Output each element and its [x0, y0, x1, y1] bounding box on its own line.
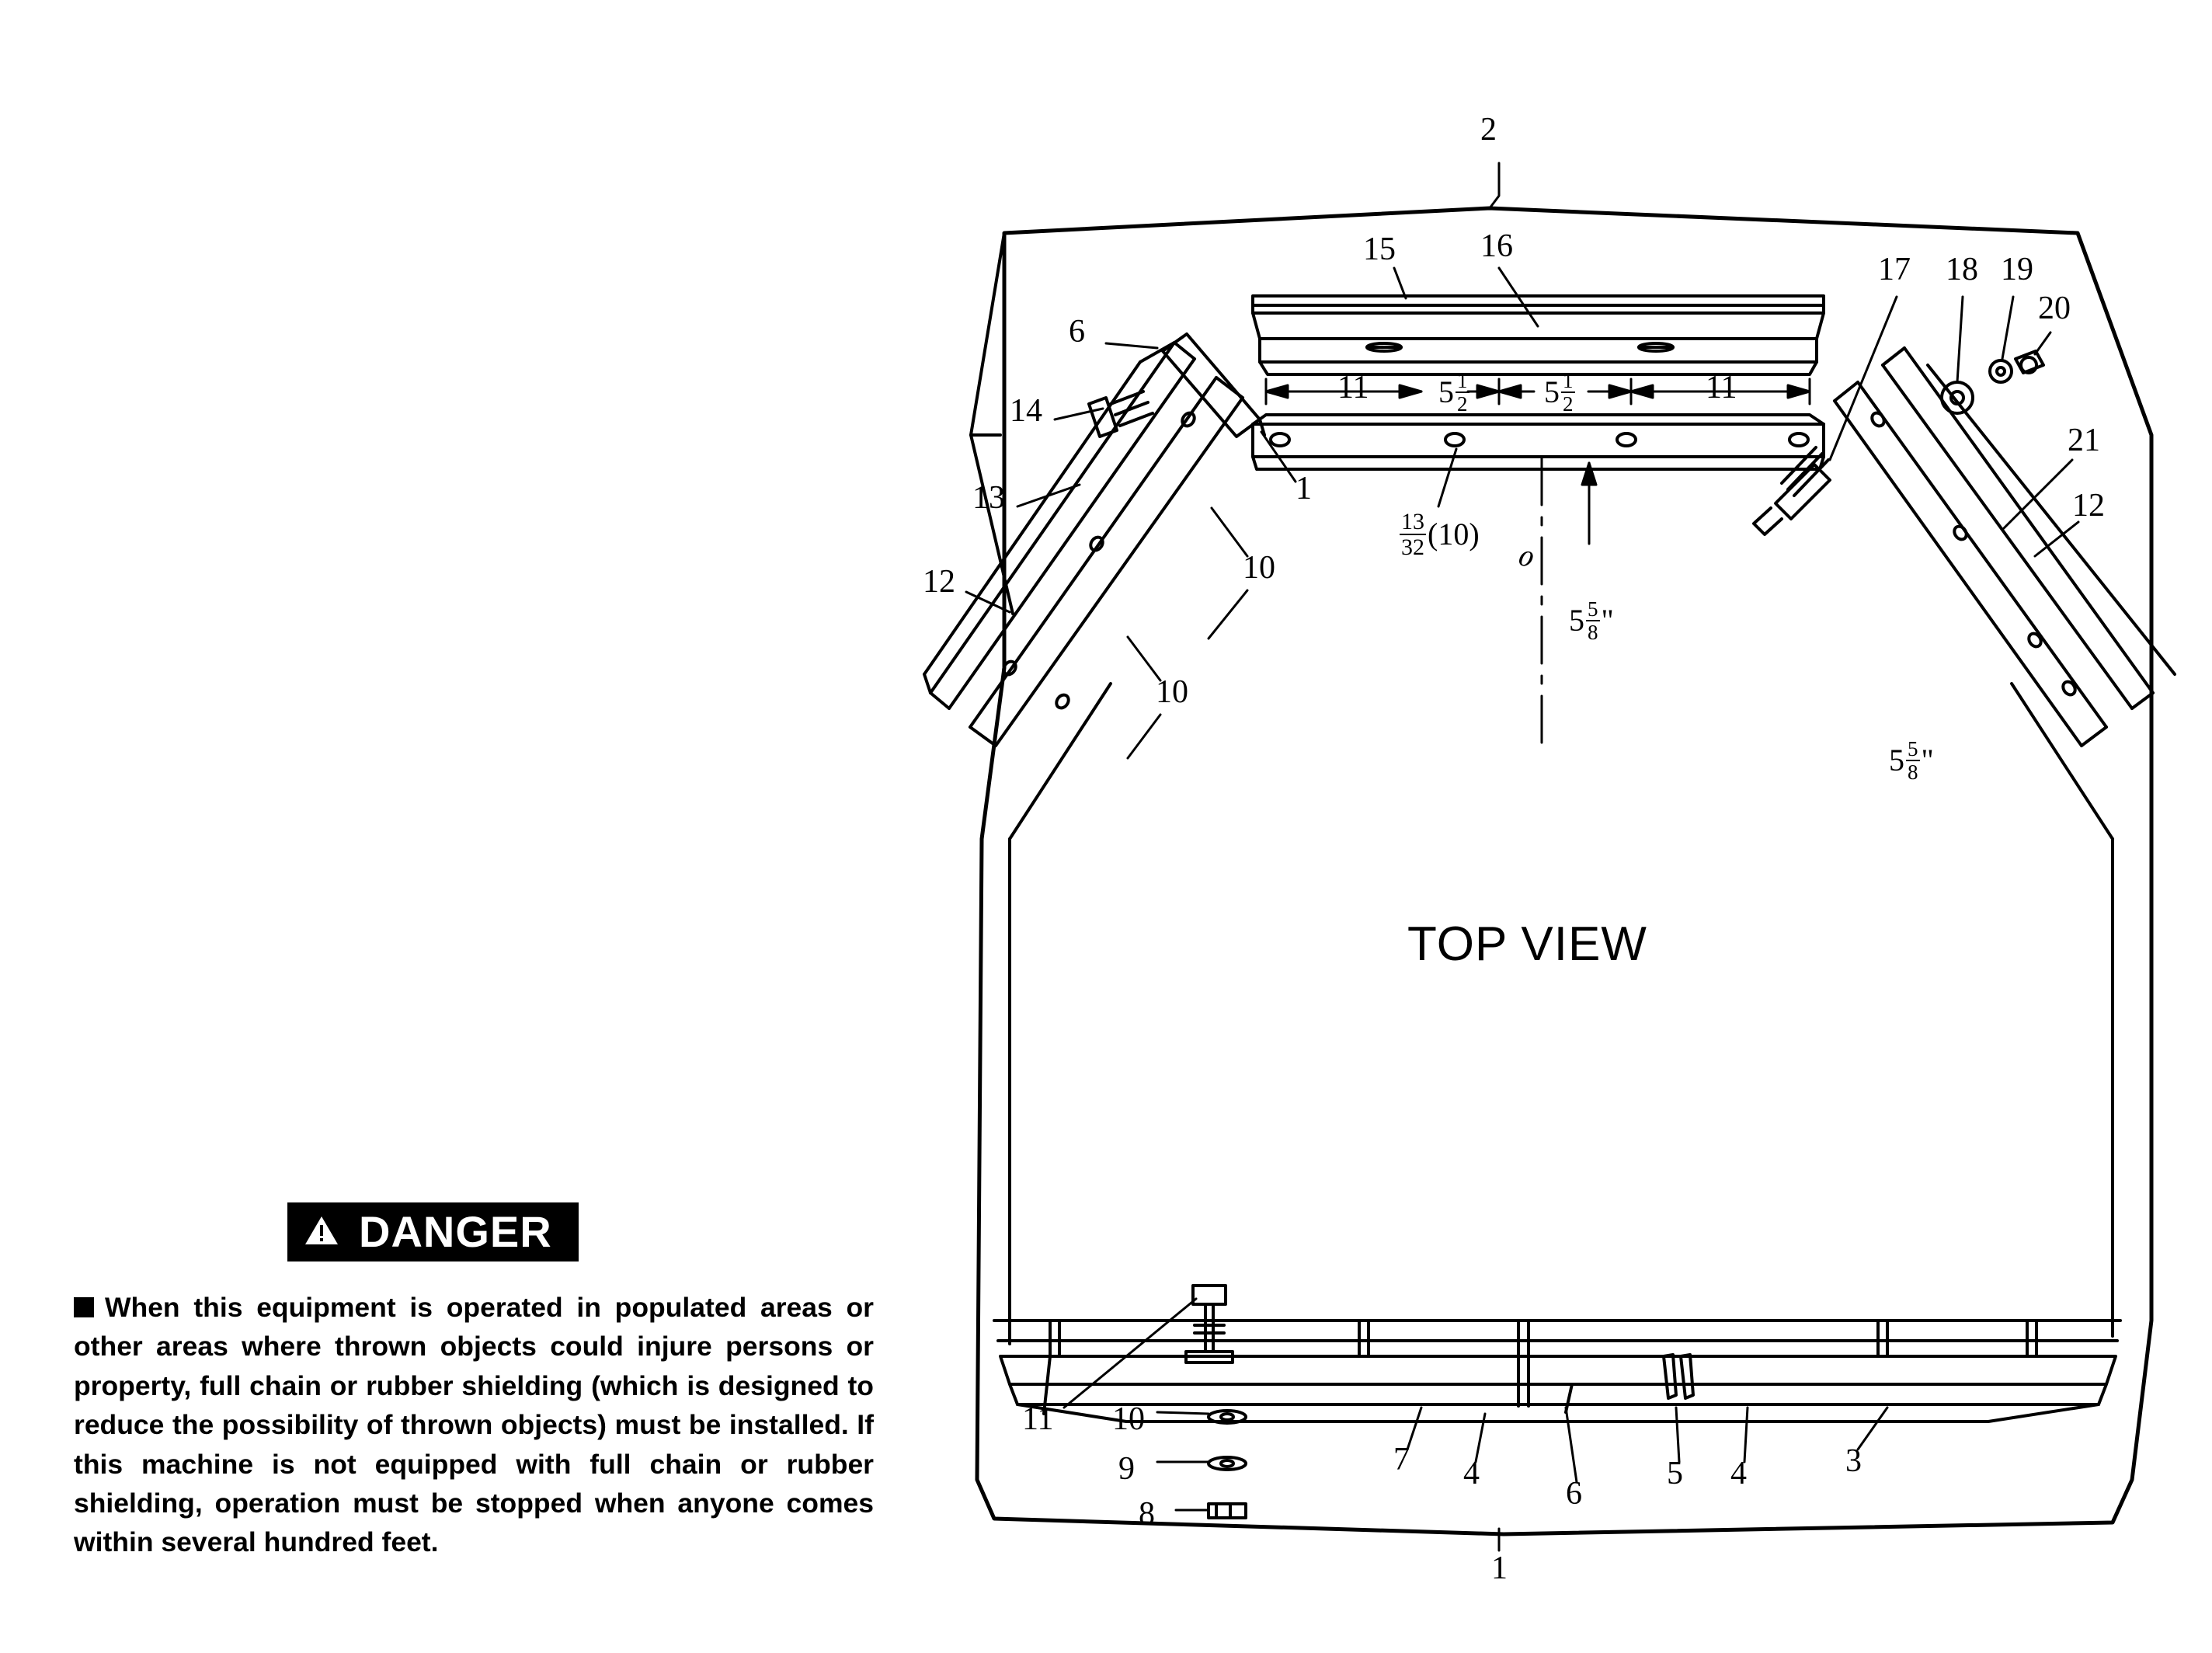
callout-12-left: 12 — [923, 564, 955, 600]
warning-triangle-icon — [304, 1215, 339, 1250]
left-angled-rail — [924, 334, 1264, 746]
top-crossbar-assembly — [1253, 296, 1824, 374]
callout-8: 8 — [1139, 1496, 1155, 1532]
danger-title: DANGER — [359, 1207, 552, 1256]
callout-19: 19 — [2001, 252, 2033, 287]
danger-text: When this equipment is operated in populated areas or other areas where thrown objects could injure persons or property, full chain or rubber shielding (which is designed to reduce the possibility of thrown objects) must be installed. If this machine is not equipped with full chain or rubber shielding, operation must be stopped when anyone comes within several hundred feet. — [74, 1292, 874, 1558]
bolt-pair-5 — [1664, 1355, 1693, 1398]
screw-detail-17 — [1754, 447, 1830, 534]
front-bar-assembly — [994, 1321, 2120, 1422]
callout-10-a: 10 — [1243, 550, 1275, 586]
dimension-5-1-2-left: 5 $\frac{1}{2}$ — [1438, 369, 1468, 416]
callout-4-right: 4 — [1730, 1456, 1747, 1491]
deck-inner-panel — [1010, 415, 2113, 1344]
callout-15: 15 — [1363, 231, 1396, 267]
callout-18: 18 — [1946, 252, 1978, 287]
dimension-5-1-2-right: 5 $\frac{1}{2}$ — [1544, 369, 1574, 416]
dimension-11-right: 11 — [1706, 370, 1737, 405]
callout-10-bottom: 10 — [1112, 1401, 1145, 1437]
danger-header — [287, 1202, 579, 1262]
callout-9: 9 — [1118, 1451, 1135, 1487]
dimension-5-5-8-right: 5 $\frac{5}{8}$ " — [1889, 737, 1934, 785]
danger-notice-panel — [74, 1202, 874, 1562]
callout-6-left: 6 — [1069, 314, 1085, 350]
callout-1-bottom: 1 — [1491, 1550, 1508, 1586]
callout-17: 17 — [1878, 252, 1911, 287]
callout-2: 2 — [1480, 112, 1497, 148]
view-title: TOP VIEW — [1407, 917, 1647, 971]
right-angled-rail — [1835, 340, 2175, 746]
callout-11-bottom: 11 — [1022, 1401, 1054, 1437]
callout-21: 21 — [2068, 423, 2100, 458]
callout-13: 13 — [972, 480, 1005, 516]
callout-16: 16 — [1480, 228, 1513, 264]
callout-14: 14 — [1010, 393, 1042, 429]
callout-4-left: 4 — [1463, 1456, 1480, 1491]
danger-text-block — [74, 1288, 874, 1562]
mounting-flange-plate — [1253, 415, 1824, 469]
centerline-symbol: ℴ — [1516, 534, 1533, 573]
callout-3: 3 — [1845, 1443, 1862, 1479]
callout-20: 20 — [2038, 291, 2071, 326]
dimension-5-5-8-center: 5 $\frac{5}{8}$ " — [1569, 597, 1614, 645]
callout-10-b: 10 — [1156, 674, 1188, 710]
callout-5: 5 — [1667, 1456, 1683, 1491]
hole-size-spec: $\frac{13}{32}$ (10) — [1401, 509, 1480, 561]
callout-6-bottom: 6 — [1566, 1476, 1582, 1512]
callout-1-upper: 1 — [1296, 471, 1312, 506]
callout-7: 7 — [1393, 1442, 1410, 1477]
square-bullet-icon — [74, 1297, 94, 1317]
dimension-11-left: 11 — [1337, 370, 1369, 405]
dimension-lines — [1266, 379, 1810, 753]
callout-12-right: 12 — [2072, 488, 2105, 524]
